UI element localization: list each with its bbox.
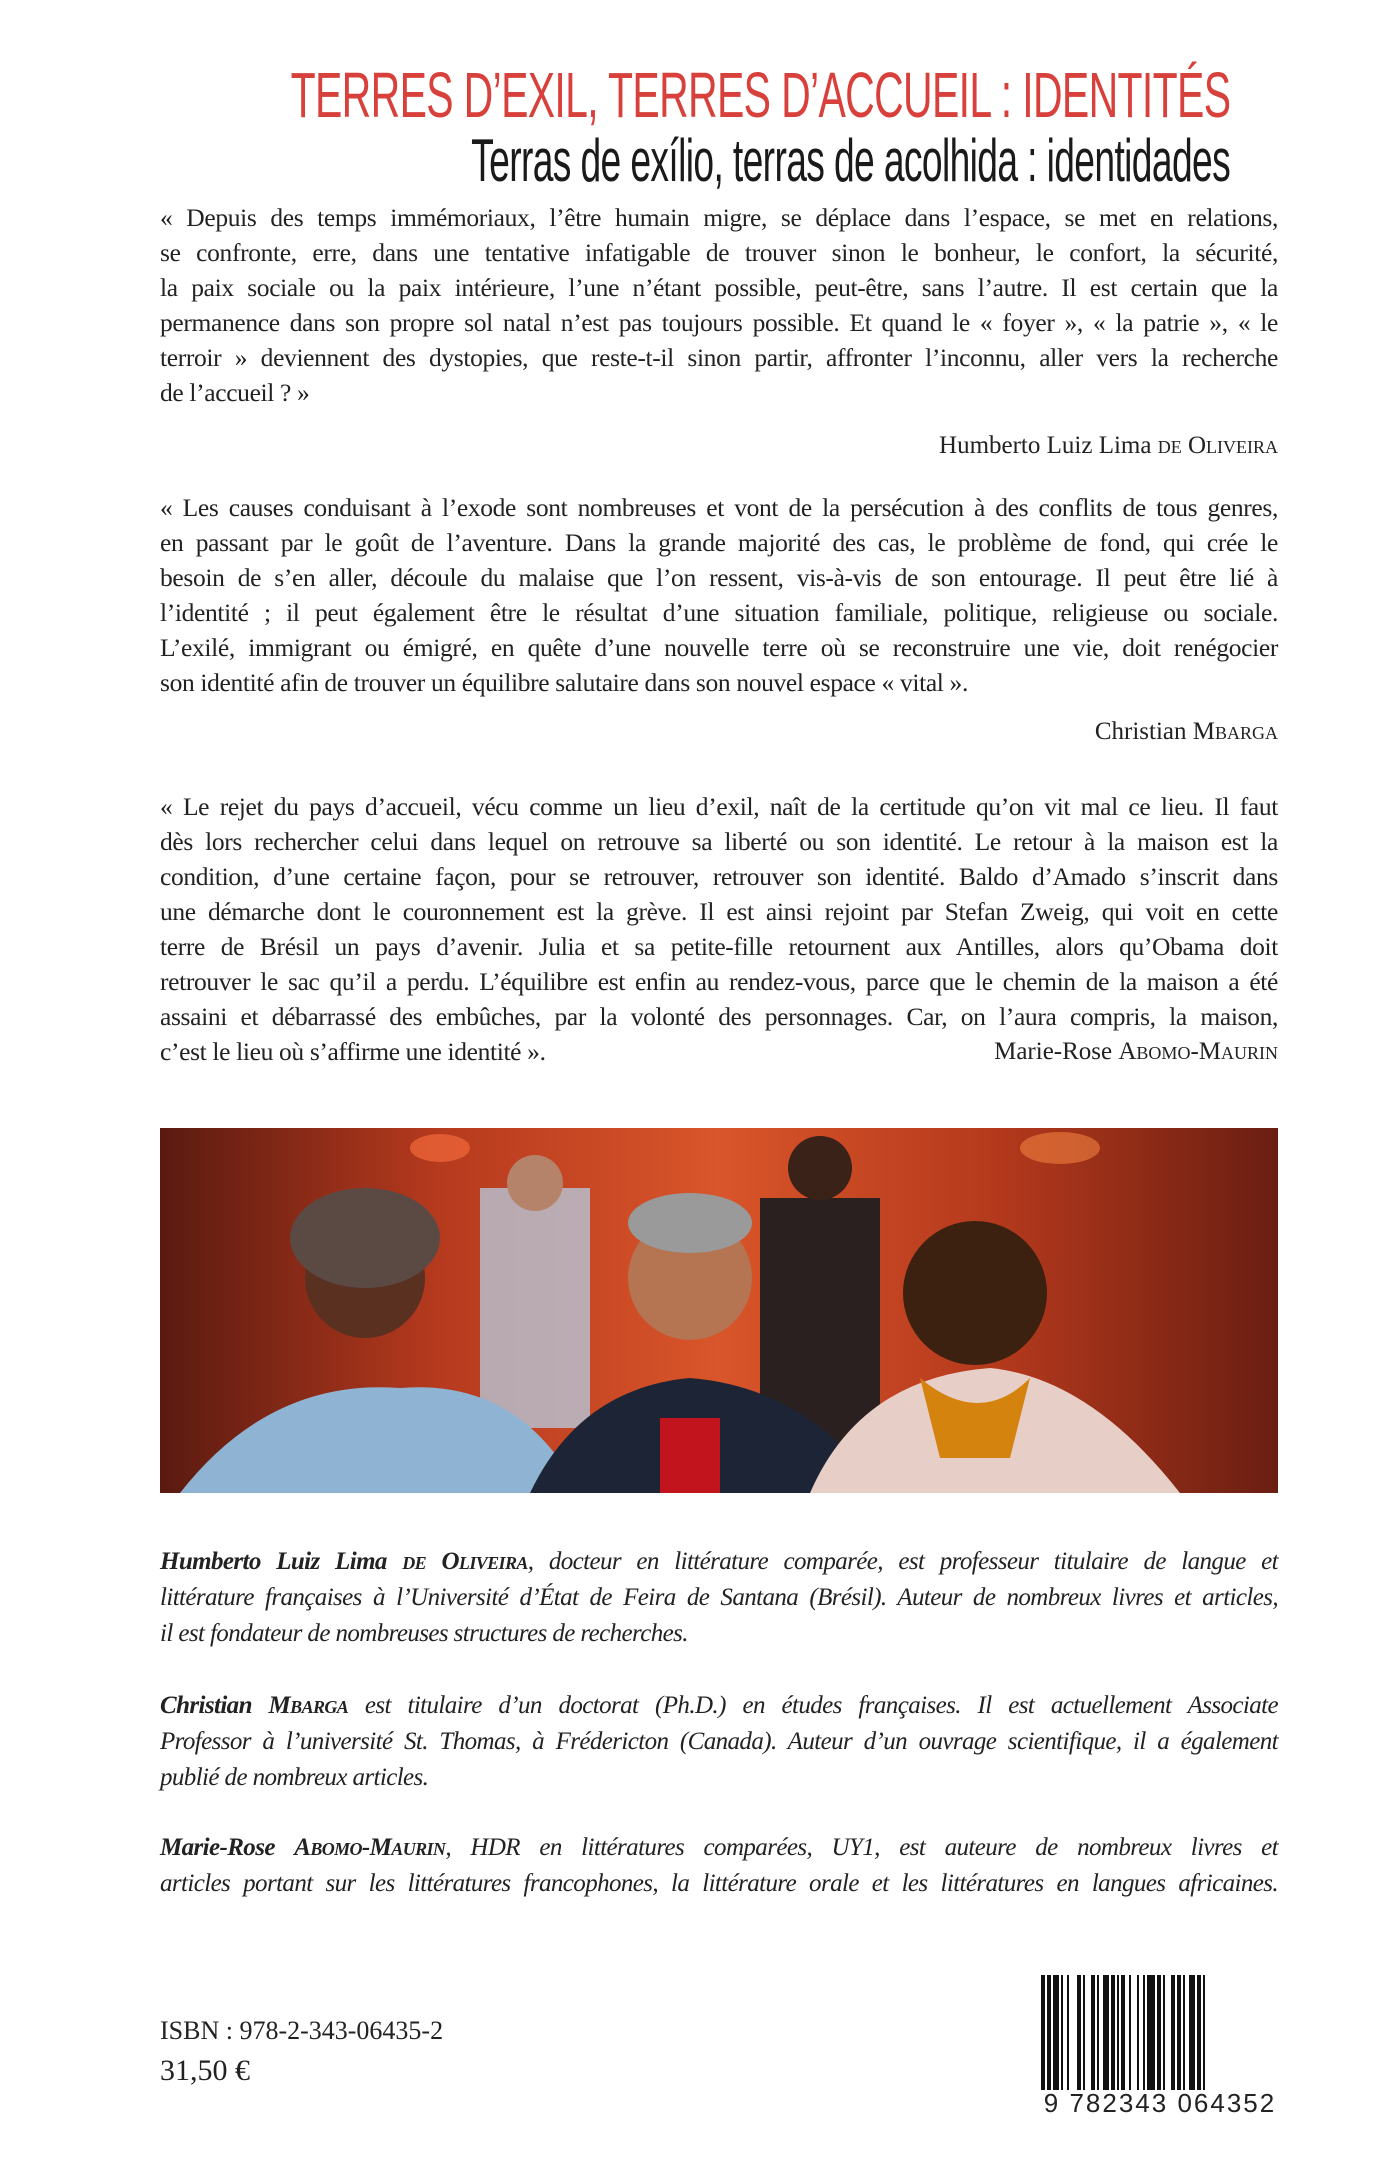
- quote-line: l’identité ; il peut également être le résultat d’une situation familiale, politique, religieuse ou sociale.: [160, 598, 1278, 627]
- author-last-name: Abomo-Maurin: [1118, 1038, 1278, 1065]
- barcode-bar: [1137, 1975, 1139, 2090]
- bio-line: [160, 1830, 1278, 1866]
- bio-3: [160, 1830, 1278, 1902]
- bio-line: [160, 1544, 1278, 1580]
- bio-line: publié de nombreux articles.: [160, 1764, 429, 1791]
- barcode-bar: [1047, 1975, 1051, 2090]
- author-first-name: Humberto Luiz Lima: [939, 432, 1158, 459]
- bio-line: littérature françaises à l’Université d’État de Feira de Santana (Brésil). Auteur de nombreux livres et articles,: [160, 1584, 1278, 1611]
- authors-photo-image: [160, 1128, 1278, 1493]
- book-subtitle: Terras de exílio, terras de acolhida : identidades: [471, 127, 1230, 194]
- bio-line: Professor à l’université St. Thomas, à Frédericton (Canada). Auteur d’un ouvrage scientifique, il a également: [160, 1728, 1278, 1755]
- quote-line: en passant par le goût de l’aventure. Dans la grande majorité des cas, le problème de fond, qui crée le: [160, 528, 1278, 557]
- quote-line: terre de Brésil un pays d’avenir. Julia et sa petite-fille retournent aux Antilles, alors qu’Obama doit: [160, 932, 1278, 961]
- barcode-bar: [1111, 1975, 1115, 2090]
- quote-line: condition, d’une certaine façon, pour se retrouver, retrouver son identité. Baldo d’Amado s’inscrit dans: [160, 862, 1278, 891]
- barcode-bar: [1129, 1975, 1131, 2090]
- author-first-name: Marie-Rose: [994, 1038, 1119, 1065]
- barcode-bar: [1189, 1975, 1195, 2090]
- bio-text: , HDR en littératures comparées, UY1, est auteure de nombreux livres et: [445, 1834, 1279, 1861]
- bio-name: Marie-Rose: [160, 1834, 295, 1861]
- bio-1: [160, 1544, 1278, 1652]
- barcode-bar: [1067, 1975, 1069, 2090]
- bio-name: Christian: [160, 1692, 269, 1719]
- bio-line: [160, 1688, 1278, 1724]
- barcode-bar: [1197, 1975, 1201, 2090]
- quote-line: assaini et débarrassé des embûches, par la volonté des personnages. Car, on l’aura compris, la maison,: [160, 1002, 1278, 1031]
- barcode-bar: [1097, 1975, 1099, 2090]
- quote-1: [160, 200, 1278, 410]
- quote-line: besoin de s’en aller, découle du malaise que l’on ressent, vis-à-vis de son entourage. Il peut être lié à: [160, 563, 1278, 592]
- barcode-bar: [1121, 1975, 1125, 2090]
- barcode-bar: [1203, 1975, 1205, 2090]
- book-title: TERRES D’EXIL, TERRES D’ACCUEIL : IDENTITÉS: [290, 59, 1230, 131]
- quote-line: terroir » deviennent des dystopies, que reste-t-il sinon partir, affronter l’inconnu, aller vers la recherche: [160, 343, 1278, 372]
- quote-1-author: [939, 432, 1278, 460]
- barcode-bar: [1061, 1975, 1063, 2090]
- bio-text: , docteur en littérature comparée, est professeur titulaire de langue et: [527, 1548, 1278, 1575]
- quote-line: « Le rejet du pays d’accueil, vécu comme un lieu d’exil, naît de la certitude qu’on vit mal ce lieu. Il faut: [160, 792, 1278, 821]
- bio-surname: Abomo-Maurin: [294, 1834, 446, 1861]
- bio-line: articles portant sur les littératures francophones, la littérature orale et les littératures en langues africaines.: [160, 1870, 1278, 1897]
- quote-line: la paix sociale ou la paix intérieure, l’une n’étant possible, peut-être, sans l’autre. Il est certain que la: [160, 273, 1278, 302]
- quote-line: « Les causes conduisant à l’exode sont nombreuses et vont de la persécution à des conflits de tous genres,: [160, 493, 1278, 522]
- barcode-bar: [1143, 1975, 1145, 2090]
- barcode-bar: [1091, 1975, 1095, 2090]
- bio-surname: Mbarga: [268, 1692, 349, 1719]
- barcode-bar: [1147, 1975, 1155, 2090]
- barcode-bar: [1171, 1975, 1175, 2090]
- quote-2-author: [1095, 718, 1278, 746]
- barcode-bar: [1157, 1975, 1161, 2090]
- barcode-bar: [1053, 1975, 1059, 2090]
- quote-line: L’exilé, immigrant ou émigré, en quête d’une nouvelle terre où se reconstruire une vie, doit renégocier: [160, 633, 1278, 662]
- barcode-bar: [1117, 1975, 1119, 2090]
- bio-surname: de Oliveira: [402, 1548, 528, 1575]
- quote-line: son identité afin de trouver un équilibre salutaire dans son nouvel espace « vital ».: [160, 668, 968, 697]
- author-last-name: Mbarga: [1192, 718, 1278, 745]
- quote-line: se confronte, erre, dans une tentative infatigable de trouver sinon le bonheur, le confort, la sécurité,: [160, 238, 1278, 267]
- bio-line: il est fondateur de nombreuses structures de recherches.: [160, 1620, 688, 1647]
- barcode-bar: [1163, 1975, 1165, 2090]
- quote-line: permanence dans son propre sol natal n’est pas toujours possible. Et quand le « foyer », « la patrie », « le: [160, 308, 1278, 337]
- barcode-bar: [1183, 1975, 1185, 2090]
- barcode-bar: [1177, 1975, 1181, 2090]
- barcode-bar: [1041, 1975, 1045, 2090]
- bio-2: [160, 1688, 1278, 1796]
- quote-line: dès lors rechercher celui dans lequel on retrouve sa liberté ou son identité. Le retour à la maison est la: [160, 827, 1278, 856]
- barcode-digits: 9 782343 064352: [1043, 2088, 1277, 2118]
- barcode-bar: [1077, 1975, 1081, 2090]
- quote-3: [160, 789, 1278, 1069]
- quote-line: de l’accueil ? »: [160, 378, 310, 407]
- author-first-name: Christian: [1094, 718, 1193, 745]
- barcode-bar: [1083, 1975, 1085, 2090]
- barcode: [1035, 1975, 1285, 2090]
- quote-line: « Depuis des temps immémoriaux, l’être humain migre, se déplace dans l’espace, se met en relations,: [160, 203, 1278, 232]
- quote-line: une démarche dont le couronnement est la grève. Il est ainsi rejoint par Stefan Zweig, qui voit en cette: [160, 897, 1278, 926]
- author-last-name: de Oliveira: [1157, 432, 1278, 459]
- bio-name: Humberto Luiz Lima: [160, 1548, 403, 1575]
- quote-2: [160, 490, 1278, 700]
- isbn: ISBN : 978-2-343-06435-2: [160, 2016, 444, 2045]
- price: 31,50 €: [160, 2054, 250, 2087]
- quote-line: retrouver le sac qu’il a perdu. L’équilibre est enfin au rendez-vous, parce que le chemin de la maison a été: [160, 967, 1278, 996]
- bio-text: est titulaire d’un doctorat (Ph.D.) en études françaises. Il est actuellement Associate: [348, 1692, 1279, 1719]
- quote-line: c’est le lieu où s’affirme une identité ».: [160, 1037, 546, 1066]
- authors-photo: [160, 1128, 1278, 1493]
- barcode-bar: [1103, 1975, 1109, 2090]
- quote-3-author: [994, 1038, 1278, 1066]
